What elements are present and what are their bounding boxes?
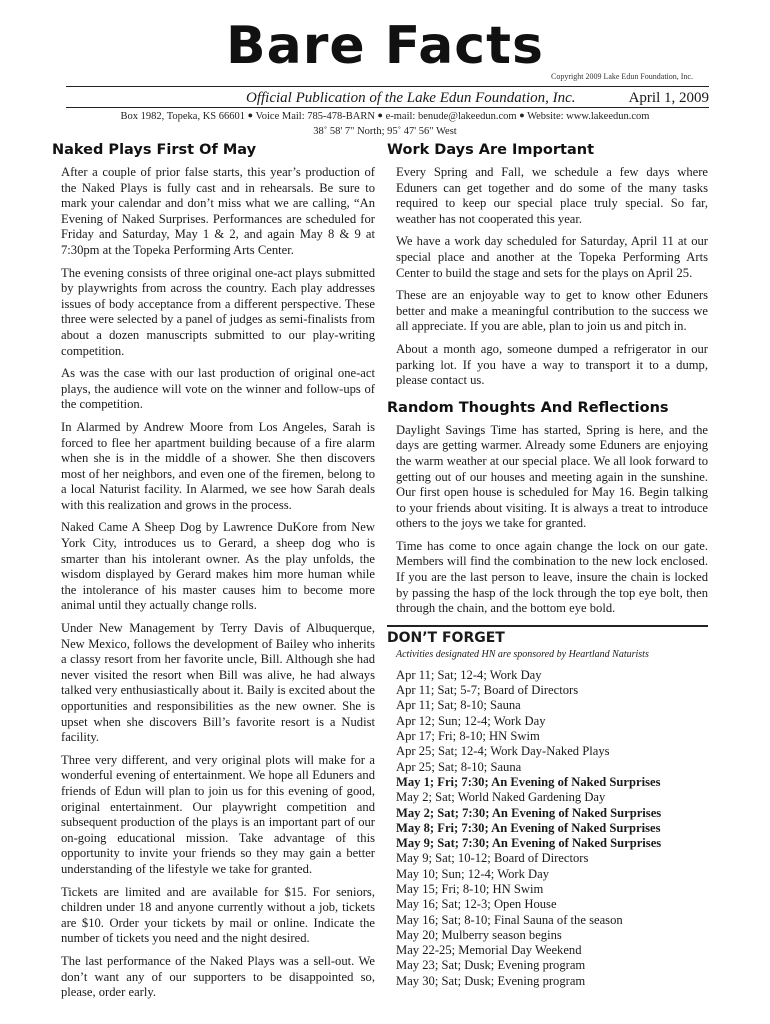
contact-website: Website: www.lakeedun.com [527, 111, 650, 122]
random-thoughts-paragraph: Daylight Savings Time has started, Spring is here, and the days are getting warmer. Already some Eduners are enjoying the warm weather at our special place. We all look forward to getting out of our houses and meeting again in the sunshine. Our first open house is scheduled for May 16. Begin talking to your friends about visiting. It is always a treat to introduce others to the joys we take for granted. [396, 422, 708, 531]
naked-plays-paragraph: After a couple of prior false starts, this year’s production of the Naked Plays is fully cast and in rehearsals. Be sure to mark your calendar and don’t miss what we are calling, “An Evening of Naked Surprises. Performances are scheduled for Friday and Saturday, May 1 & 2, and again May 8 & 9 at 7:30pm at the Topeka Performing Arts Center. [61, 165, 375, 257]
event-item: Apr 25; Sat; 12-4; Work Day-Naked Plays [396, 744, 610, 759]
naked-plays-paragraph: Naked Came A Sheep Dog by Lawrence DuKore from New York City, introduces us to Gerard, a sheep dog who is smarter than his intolerant owner. As the play unfolds, the wisdom displayed by Gerard makes him more human while the intolerance of his master causes him to become more animal until they actually change rolls. [61, 520, 375, 613]
event-item: Apr 12; Sun; 12-4; Work Day [396, 713, 546, 728]
contact-voice: Voice Mail: 785-478-BARN [255, 111, 375, 122]
event-item: Apr 11; Sat; 12-4; Work Day [396, 667, 542, 682]
event-item: Apr 11; Sat; 5-7; Board of Directors [396, 683, 579, 698]
event-item: May 10; Sun; 12-4; Work Day [396, 866, 550, 881]
work-days-paragraph: Every Spring and Fall, we schedule a few days where Eduners can get together and do some of the many tasks required to keep our special place truly special. So far, weather has not cooperated this year. [396, 165, 708, 226]
event-item: Apr 11; Sat; 8-10; Sauna [396, 698, 521, 713]
masthead-rule-top [66, 86, 709, 87]
bullet-icon: ● [247, 110, 254, 120]
work-days-paragraph: These are an enjoyable way to get to know other Eduners better and make a meaningful contribution to the success we all appreciate. If you are able, plan to join us and pitch in. [396, 288, 708, 334]
left-column [52, 140, 375, 1008]
contact-box: Box 1982, Topeka, KS 66601 [120, 111, 246, 122]
article-body-naked-plays [52, 165, 375, 1001]
event-item: May 2; Sat; 7:30; An Evening of Naked Surprises [396, 805, 662, 820]
contact-info [40, 108, 730, 139]
copyright-notice: Copyright 2009 Lake Edun Foundation, Inc. [551, 72, 693, 81]
naked-plays-paragraph: Three very different, and very original plots will make for a wonderful evening of entertainment. We hope all Eduners and friends of Edun will plan to join us for this evening of good, original entertainment. Our playwright competition and subsequent production of the plays is an important part of our on-going educational mission. Take advantage of this opportunity to invite your friends so they may gain a better understanding of the lifestyle we take for granted. [61, 752, 375, 876]
dont-forget-heading: DON’T FORGET [387, 629, 505, 646]
event-item: May 20; Mulberry season begins [396, 927, 562, 942]
event-item: May 23; Sat; Dusk; Evening program [396, 958, 586, 973]
article-heading-random-thoughts: Random Thoughts And Reflections [387, 399, 669, 416]
event-item: May 8; Fri; 7:30; An Evening of Naked Surprises [396, 820, 661, 835]
contact-email: e-mail: benude@lakeedun.com [385, 111, 517, 122]
article-body-work-days [387, 165, 708, 389]
dont-forget-rule [387, 625, 708, 627]
work-days-paragraph: We have a work day scheduled for Saturday, April 11 at our special place and another at the Topeka Performing Arts Center to build the stage and sets for the plays on April 25. [396, 234, 708, 280]
article-heading-naked-plays: Naked Plays First Of May [52, 142, 257, 158]
dont-forget-subheading: Activities designated HN are sponsored by Heartland Naturists [396, 648, 649, 660]
right-column [387, 140, 708, 989]
naked-plays-paragraph: The evening consists of three original one-act plays submitted by playwrights from across the country. Each play addresses issues of body acceptance from a different perspective. These three were selected by a panel of judges as semi-finalists from about a dozen manuscripts submitted to our play-writing competition. [61, 265, 375, 358]
event-item: May 15; Fri; 8-10; HN Swim [396, 882, 544, 896]
event-item: May 30; Sat; Dusk; Evening program [396, 973, 586, 988]
naked-plays-paragraph: Tickets are limited and are available for $15. For seniors, children under 18 and anyone currently without a job, tickets are $10. Order your tickets by mail or online. Indicate the number of tickets you need and the night desired. [61, 884, 375, 946]
event-item: May 22-25; Memorial Day Weekend [396, 943, 582, 958]
event-item: Apr 17; Fri; 8-10; HN Swim [396, 729, 540, 744]
article-heading-work-days: Work Days Are Important [387, 142, 595, 158]
event-item: May 9; Sat; 10-12; Board of Directors [396, 851, 589, 866]
event-item: May 16; Sat; 12-3; Open House [396, 897, 557, 912]
bullet-icon: ● [519, 110, 525, 120]
event-item: May 1; Fri; 7:30; An Evening of Naked Surprises [396, 774, 661, 789]
naked-plays-paragraph: As was the case with our last production of original one-act plays, the audience will vote on the winner and follow-ups of the competition. [61, 366, 375, 412]
event-calendar-list [387, 668, 708, 989]
publication-date: April 1, 2009 [628, 90, 709, 106]
event-item: May 2; Sat; World Naked Gardening Day [396, 790, 606, 805]
naked-plays-paragraph: In Alarmed by Andrew Moore from Los Angeles, Sarah is forced to flee her apartment building because of a fire alarm when she is in the middle of a shower. She then discovers most of her neighbors, and even one of the firemen, belong to a local Naturist facility. In Alarmed, we see how Sarah deals with this realization and grows in the process. [61, 419, 375, 512]
contact-coordinates: 38˚ 58' 7" North; 95˚ 47' 56" West [313, 126, 457, 137]
naked-plays-paragraph: Under New Management by Terry Davis of Albuquerque, New Mexico, follows the development of Bailey who inherits a classy resort from her favorite uncle, Bill. Although she had never visited the resort when Bill was alive, he had always talked very enthusiastically about it. Baily is excited about the opportunities and responsibilities as the new owner. She is upset when she discovers Bill’s favorite resort is a Nudist facility. [61, 621, 375, 745]
bullet-icon: ● [377, 110, 383, 120]
naked-plays-paragraph: The last performance of the Naked Plays was a sell-out. We don’t want any of our supporters to be disappointed so, please, order early. [61, 953, 375, 1000]
event-item: May 16; Sat; 8-10; Final Sauna of the season [396, 912, 623, 927]
article-body-random-thoughts [387, 423, 708, 617]
event-item: May 9; Sat; 7:30; An Evening of Naked Surprises [396, 836, 662, 851]
event-item: Apr 25; Sat; 8-10; Sauna [396, 759, 522, 774]
random-thoughts-paragraph: Time has come to once again change the lock on our gate. Members will find the combination to the new lock enclosed. If you are the last person to leave, insure the chain is locked by passing the hasp of the lock through the top eye bolt, then through the chain, and the bottom eye bold. [396, 538, 708, 616]
official-publication-line: Official Publication of the Lake Edun Foundation, Inc. [246, 90, 576, 106]
work-days-paragraph: About a month ago, someone dumped a refrigerator in our parking lot. If you have a way to transport it to a dump, please contact us. [396, 341, 708, 388]
masthead-title: Bare Facts [226, 16, 544, 76]
